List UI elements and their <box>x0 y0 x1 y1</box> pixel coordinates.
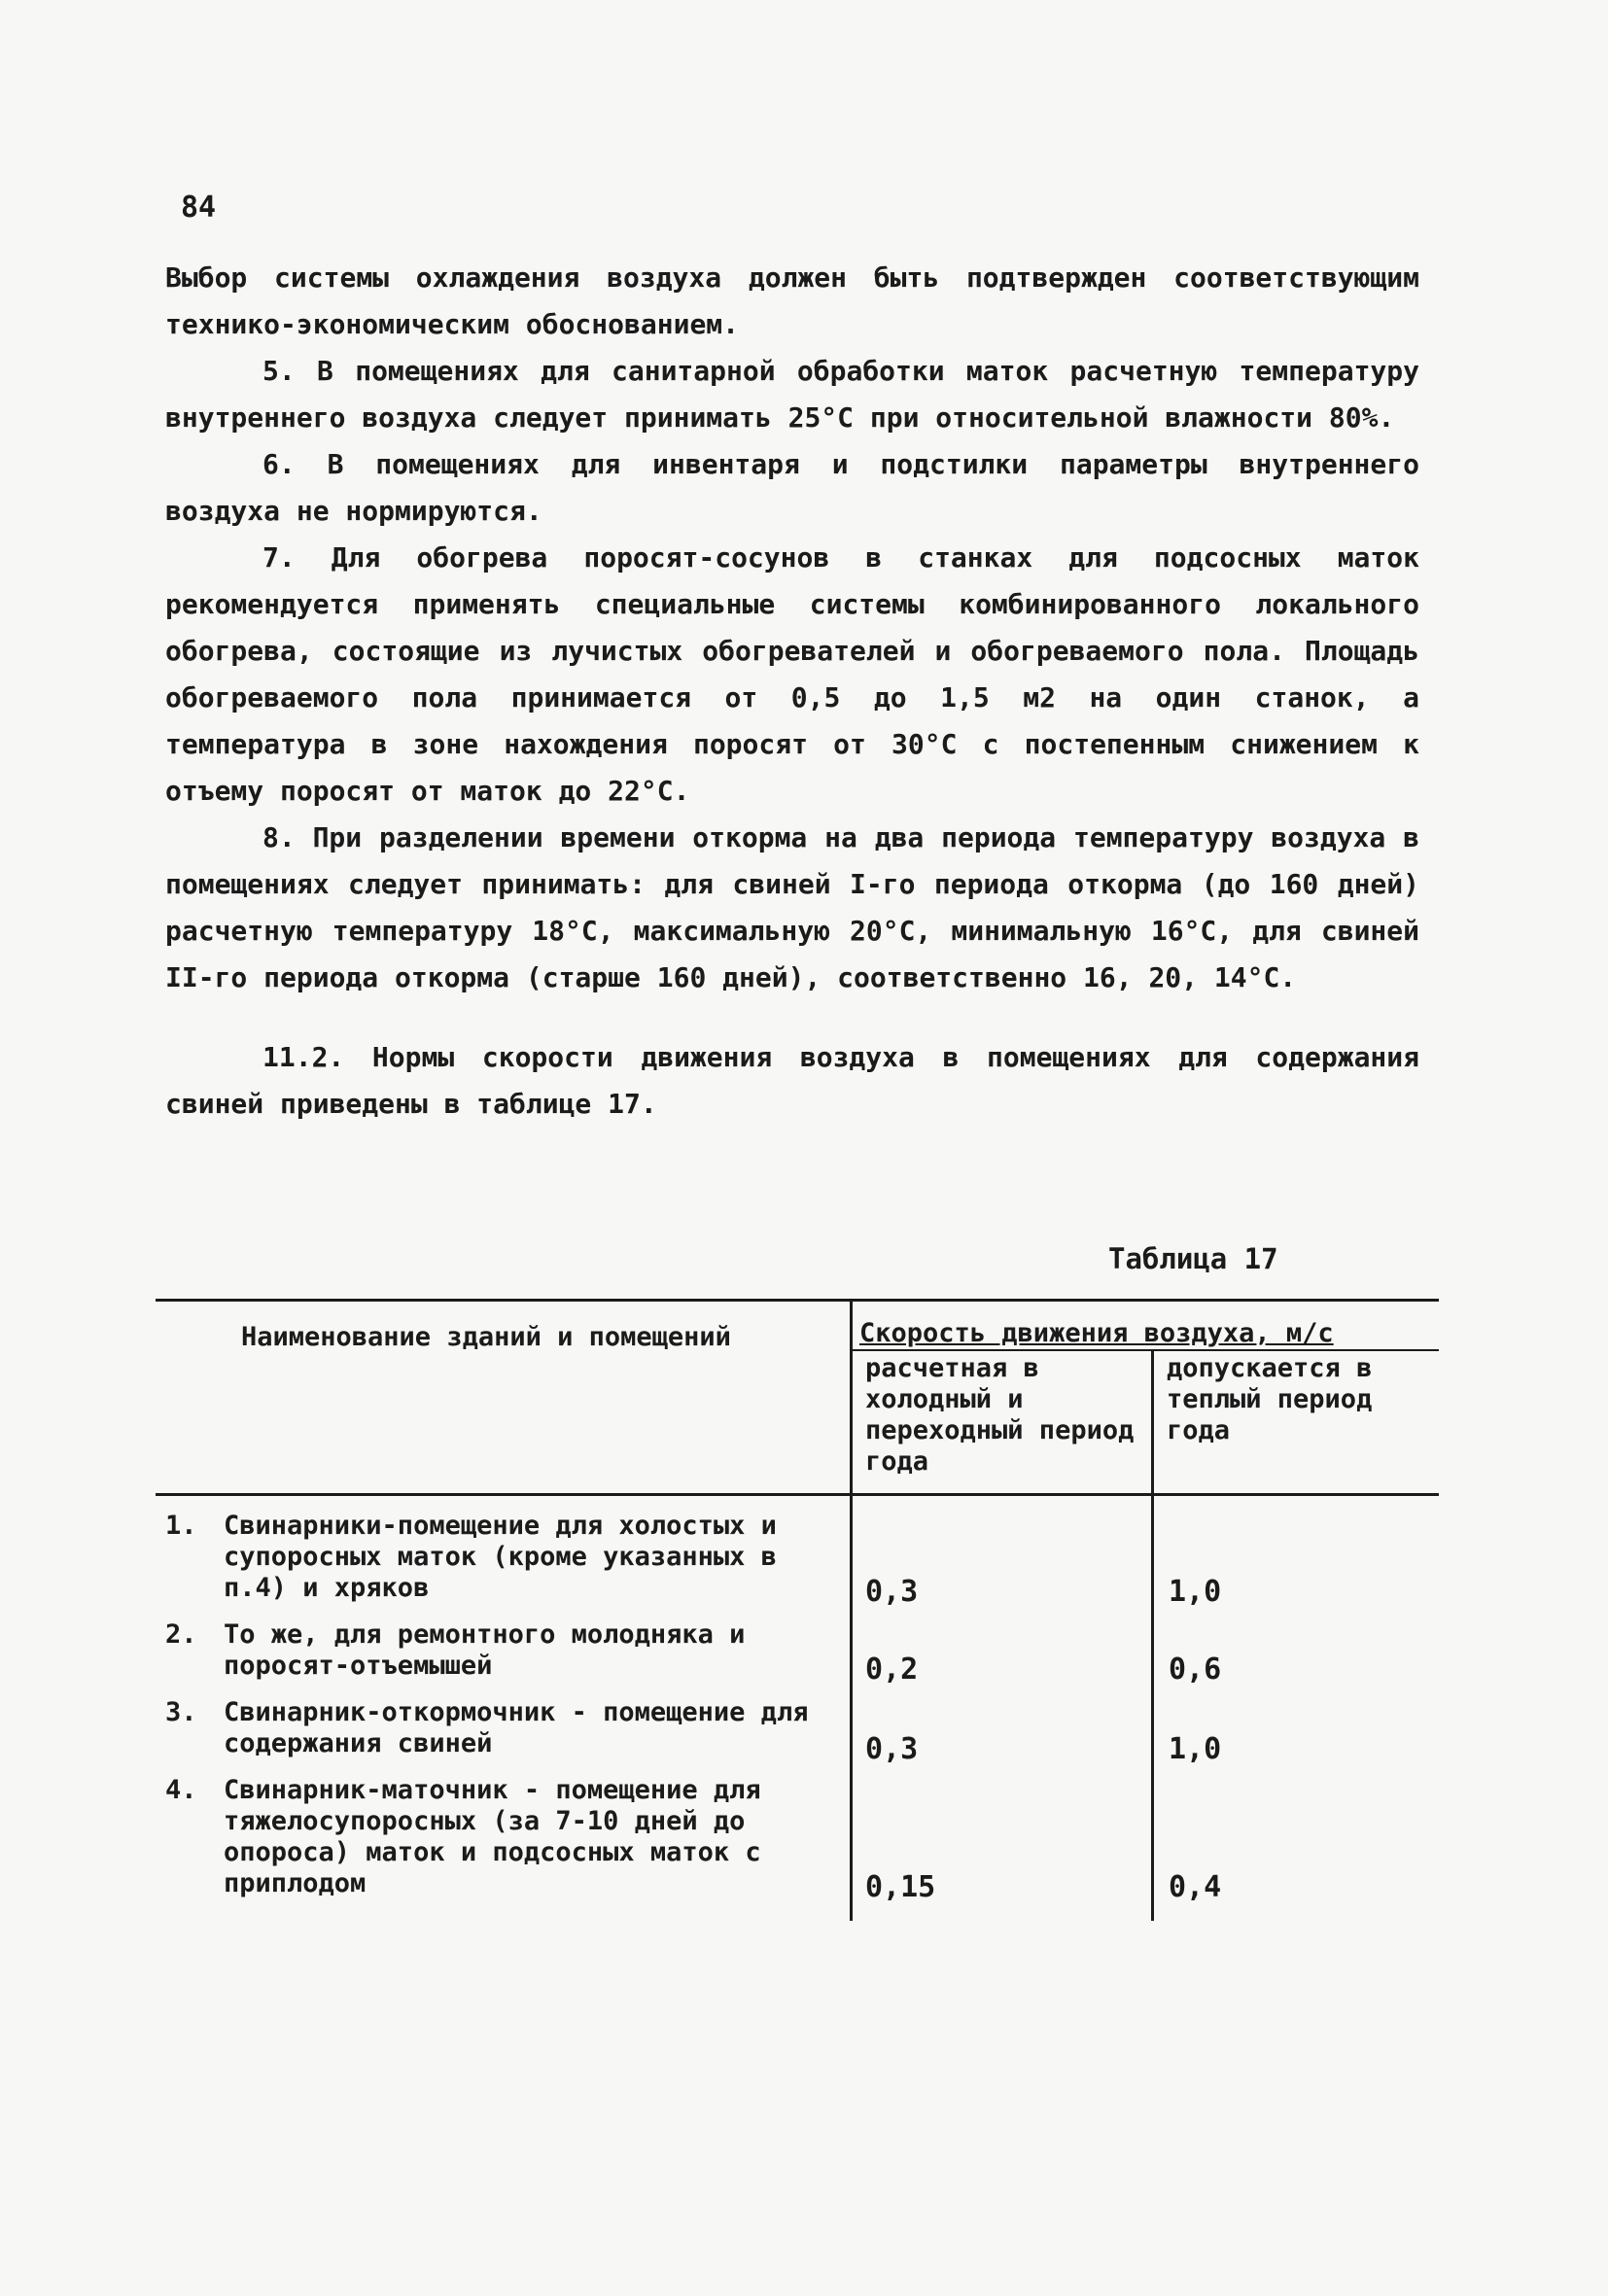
paragraph: Выбор системы охлаждения воздуха должен быть подтвержден соответствующим технико-экономическим обоснованием. <box>165 261 1419 340</box>
header-name: Наименование зданий и помещений <box>241 1322 731 1352</box>
row-number: 1. <box>165 1511 197 1541</box>
row-name: Свинарники-помещение для холостых и супоросных маток (кроме указанных в п.4) и хряков <box>224 1511 777 1603</box>
row-value-warm: 1,0 <box>1169 1732 1222 1766</box>
row-value-warm: 0,4 <box>1169 1870 1222 1904</box>
row-name: То же, для ремонтного молодняка и поросят-отъемышей <box>224 1619 746 1681</box>
row-name: Свинарник-маточник - помещение для тяжелосупоросных (за 7-10 дней до опороса) маток и подсосных маток с приплодом <box>224 1775 761 1898</box>
paragraph: 7. Для обогрева поросят-сосунов в станках для подсосных маток рекомендуется применять специальные системы комбинированного локального обогрева, состоящие из лучистых обогревателей и обогреваемого пола. Площадь обогреваемого пола принимается от 0,5 до 1,5 м2 на один станок, а температура в зоне нахождения поросят от 30°С с постепенным снижением к отъему поросят от маток до 22°С. <box>165 541 1419 807</box>
row-value-warm: 1,0 <box>1169 1575 1222 1609</box>
paragraph: 5. В помещениях для санитарной обработки маток расчетную температуру внутреннего воздуха следует принимать 25°С при относительной влажности 80%. <box>165 355 1419 434</box>
row-number: 4. <box>165 1775 197 1805</box>
row-number: 3. <box>165 1697 197 1727</box>
row-value-cold: 0,3 <box>865 1732 919 1766</box>
row-value-cold: 0,3 <box>865 1575 919 1609</box>
body-text <box>165 255 1419 1128</box>
paragraph: 11.2. Нормы скорости движения воздуха в помещениях для содержания свиней приведены в таблице 17. <box>165 1041 1419 1120</box>
header-sub-warm: допускается в теплый период года <box>1167 1353 1373 1445</box>
table-caption: Таблица 17 <box>1108 1242 1278 1275</box>
row-name: Свинарник-откормочник - помещение для содержания свиней <box>224 1697 809 1758</box>
header-speed: Скорость движения воздуха, м/с <box>859 1318 1334 1348</box>
paragraph: 8. При разделении времени откорма на два периода температуру воздуха в помещениях следует принимать: для свиней I-го периода откорма (до 160 дней) расчетную температуру 18°С, максимальную 20°С, минимальную 16°С, для свиней II-го периода откорма (старше 160 дней), соответственно 16, 20, 14°С. <box>165 821 1419 993</box>
row-value-cold: 0,2 <box>865 1652 919 1687</box>
header-sub-cold: расчетная в холодный и переходный период года <box>865 1353 1135 1477</box>
row-value-cold: 0,15 <box>865 1870 936 1904</box>
page-number: 84 <box>181 191 217 225</box>
row-number: 2. <box>165 1619 197 1650</box>
paragraph: 6. В помещениях для инвентаря и подстилки параметры внутреннего воздуха не нормируются. <box>165 448 1419 527</box>
row-value-warm: 0,6 <box>1169 1652 1222 1687</box>
norms-table <box>156 1299 1439 1931</box>
